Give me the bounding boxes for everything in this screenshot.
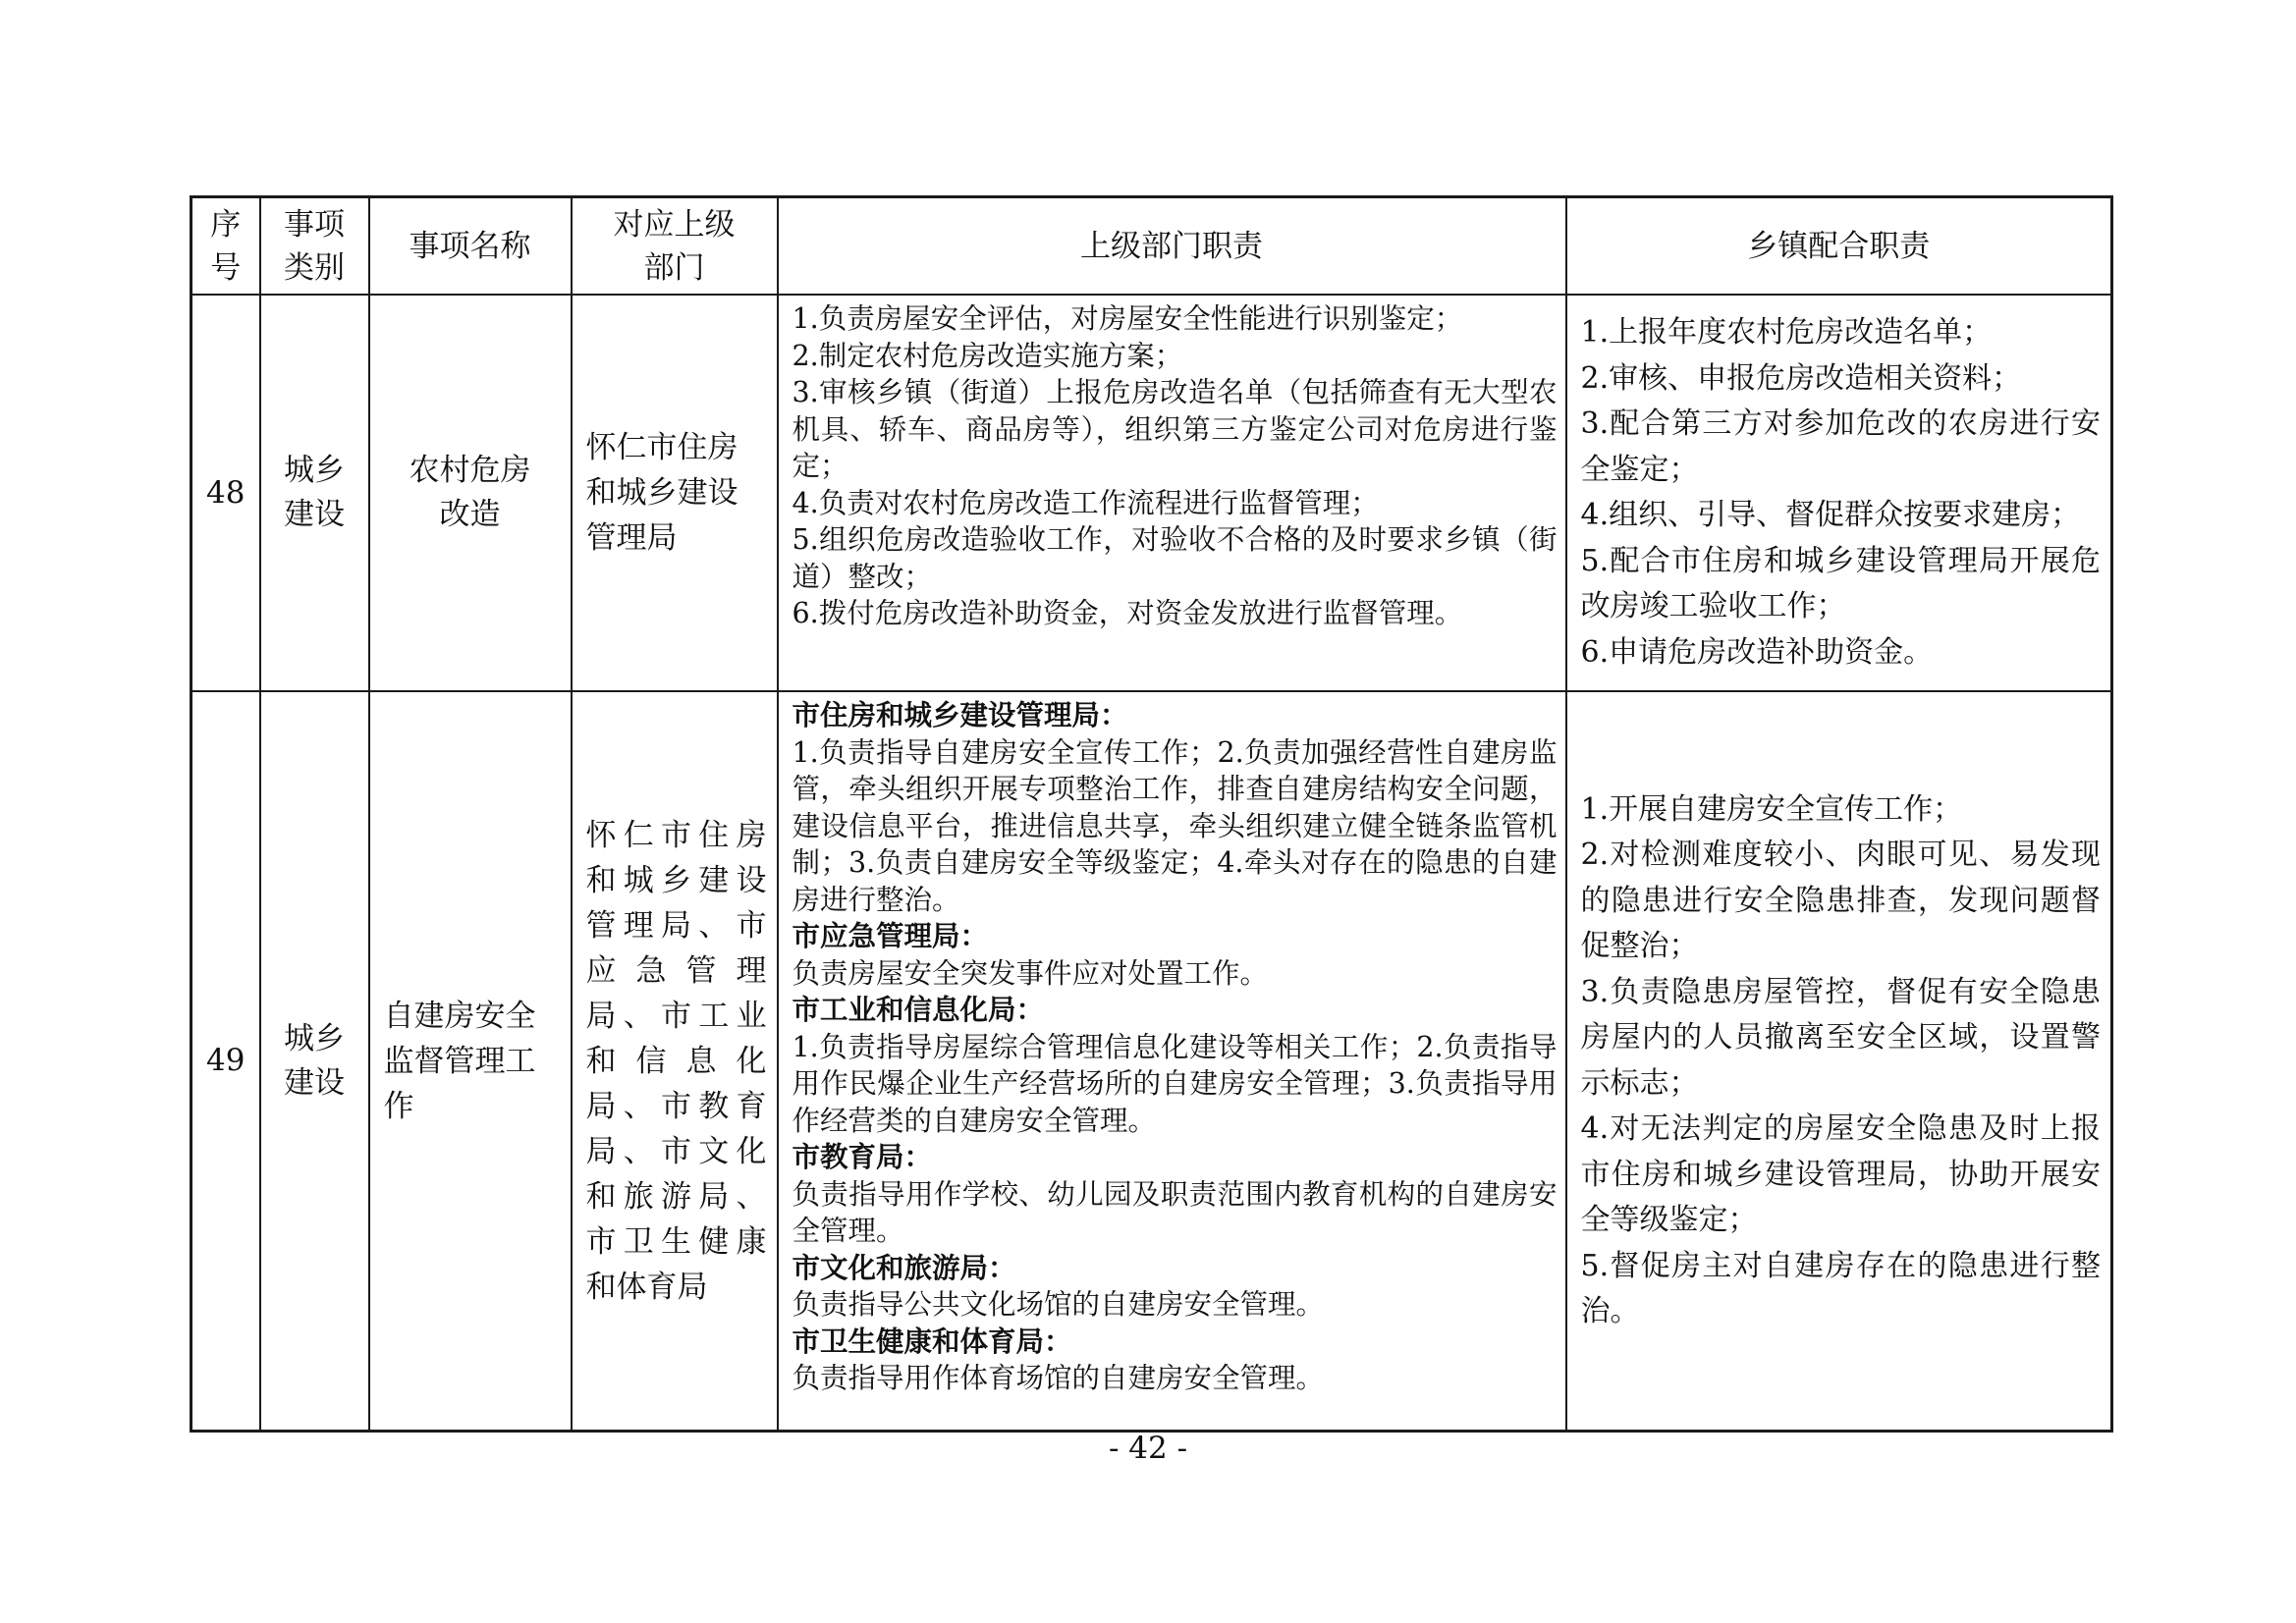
page-number: - 42 - [1108,1431,1188,1466]
duty-line: 6.拨付危房改造补助资金，对资金发放进行监督管理。 [792,597,1463,629]
row-superior-duties [778,295,1566,691]
responsibility-table [190,195,2113,1433]
agency-heading: 市应急管理局： [792,919,989,952]
agency-heading: 市教育局： [792,1140,933,1173]
coop-line: 2.对检测难度较小、肉眼可见、易发现的隐患进行安全隐患排查，发现问题督促整治； [1580,838,2101,963]
duty-line: 5.组织危房改造验收工作，对验收不合格的及时要求乡镇（街道）整改； [792,523,1558,593]
agency-heading: 市文化和旅游局： [792,1250,1016,1284]
coop-line: 1.开展自建房安全宣传工作； [1580,791,1963,827]
header-duty: 上级部门职责 [778,197,1566,296]
row-superior-duties [778,691,1566,1432]
coop-line: 2.审核、申报危房改造相关资料； [1580,360,2022,396]
row-township-duties [1566,691,2112,1432]
row-item-name: 自建房安全监督管理工作 [369,691,572,1432]
agency-heading: 市工业和信息化局： [792,993,1045,1026]
coop-line: 1.上报年度农村危房改造名单； [1580,315,1993,350]
duty-line: 4.负责对农村危房改造工作流程进行监督管理； [792,486,1379,519]
coop-line: 4.组织、引导、督促群众按要求建房； [1580,498,2081,532]
row-department: 怀仁市住房和城乡建设管理局、市应急管理局、市工业和信息化局、市教育局、市文化和旅游局、市卫生健康和体育局 [572,691,778,1432]
agency-duty-text: 负责指导公共文化场馆的自建房安全管理。 [792,1288,1325,1321]
duty-line: 3.审核乡镇（街道）上报危房改造名单（包括筛查有无大型农机具、轿车、商品房等），组织第三方鉴定公司对危房进行鉴定； [792,376,1558,482]
coop-line: 4.对无法判定的房屋安全隐患及时上报市住房和城乡建设管理局，协助开展安全等级鉴定； [1580,1111,2101,1237]
table-header-row [191,197,2112,296]
table-row [191,691,2112,1432]
row-seq: 49 [191,691,260,1432]
row-category: 城乡 建设 [260,691,369,1432]
coop-line: 5.配合市住房和城乡建设管理局开展危改房竣工验收工作； [1580,543,2101,623]
agency-duty-text: 负责房屋安全突发事件应对处置工作。 [792,956,1269,990]
coop-line: 6.申请危房改造补助资金。 [1580,634,1934,670]
agency-duty-text: 1.负责指导房屋综合管理信息化建设等相关工作；2.负责指导用作民爆企业生产经营场所的自建房安全管理；3.负责指导用作经营类的自建房安全管理。 [792,1030,1558,1137]
duty-line: 2.制定农村危房改造实施方案； [792,339,1183,372]
agency-heading: 市卫生健康和体育局： [792,1324,1072,1358]
coop-line: 3.配合第三方对参加危改的农房进行安全鉴定； [1580,406,2101,487]
coop-line: 3.负责隐患房屋管控，督促有安全隐患房屋内的人员撤离至安全区域，设置警示标志； [1580,974,2101,1101]
agency-heading: 市住房和城乡建设管理局： [792,698,1128,731]
row-category: 城乡 建设 [260,295,369,691]
agency-duty-text: 负责指导用作体育场馆的自建房安全管理。 [792,1362,1325,1394]
row-seq: 48 [191,295,260,691]
row-item-name: 农村危房 改造 [369,295,572,691]
table-row [191,295,2112,691]
row-township-duties [1566,295,2112,691]
header-category: 事项 类别 [260,197,369,296]
header-coop: 乡镇配合职责 [1566,197,2112,296]
coop-line: 5.督促房主对自建房存在的隐患进行整治。 [1580,1248,2101,1328]
duty-line: 1.负责房屋安全评估，对房屋安全性能进行识别鉴定； [792,302,1463,335]
header-name: 事项名称 [369,197,572,296]
row-department: 怀仁市住房 和城乡建设 管理局 [572,295,778,691]
agency-duty-text: 1.负责指导自建房安全宣传工作；2.负责加强经营性自建房监管，牵头组织开展专项整治工作，排查自建房结构安全问题，建设信息平台，推进信息共享，牵头组织建立健全链条监管机制；3.负责自建房安全等级鉴定；4.牵头对存在的隐患的自建房进行整治。 [792,735,1558,916]
header-seq: 序 号 [191,197,260,296]
header-department: 对应上级 部门 [572,197,778,296]
agency-duty-text: 负责指导用作学校、幼儿园及职责范围内教育机构的自建房安全管理。 [792,1177,1558,1247]
